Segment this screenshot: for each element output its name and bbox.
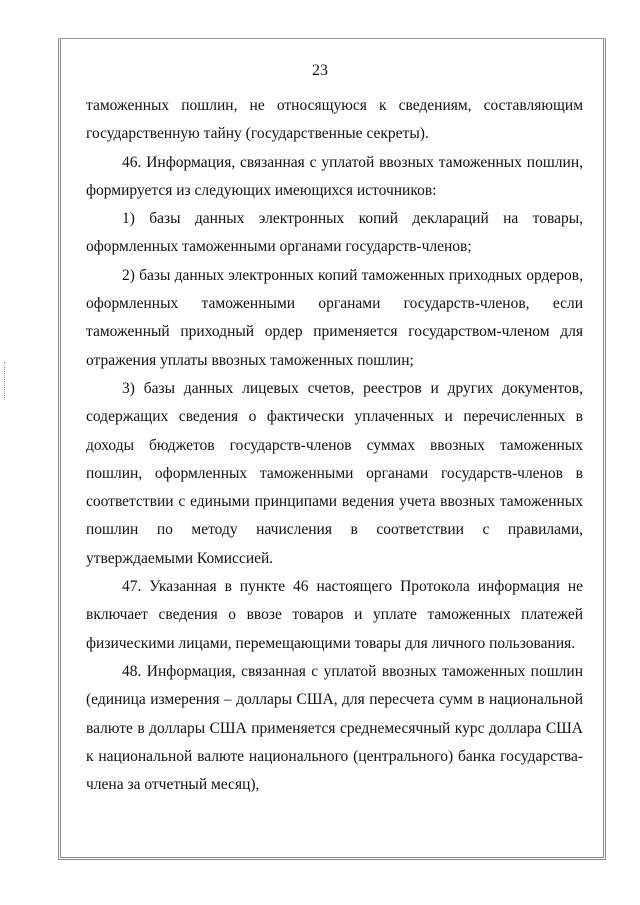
list-item-1: 1) базы данных электронных копий деклараций на товары, оформленных таможенными органами государств-членов; xyxy=(86,210,583,256)
document-body xyxy=(86,92,583,799)
scan-margin-mark xyxy=(4,362,6,400)
list-item-3: 3) базы данных лицевых счетов, реестров и других документов, содержащих сведения о фактически уплаченных и перечисленных в доходы бюджетов государств-членов суммах ввозных таможенных пошлин, оформленных таможенными органами государств-членов в соответствии с едиными принципами ведения учета ввозных таможенных пошлин по методу начисления в соответствии с правилами, утверждаемыми Комиссией. xyxy=(86,379,583,567)
list-item-2: 2) базы данных электронных копий таможенных приходных ордеров, оформленных таможенными органами государств-членов, если таможенный приходный ордер применяется государством-членом для отражения уплаты ввозных таможенных пошлин; xyxy=(86,266,583,369)
paragraph-continuation: таможенных пошлин, не относящуюся к сведениям, составляющим государственную тайну (государственные секреты). xyxy=(86,97,583,143)
paragraph-item-46: 46. Информация, связанная с уплатой ввозных таможенных пошлин, формируется из следующих имеющихся источников: xyxy=(86,153,583,199)
paragraph-item-47: 47. Указанная в пункте 46 настоящего Протокола информация не включает сведения о ввозе товаров и уплате таможенных платежей физическими лицами, перемещающими товары для личного пользования. xyxy=(86,578,583,652)
page-number: 23 xyxy=(312,62,328,79)
paragraph-item-48: 48. Информация, связанная с уплатой ввозных таможенных пошлин (единица измерения – доллары США, для пересчета сумм в национальной валюте в доллары США применяется среднемесячный курс доллара США к национальной валюте национального (центрального) банка государства-члена за отчетный месяц), xyxy=(86,662,583,794)
